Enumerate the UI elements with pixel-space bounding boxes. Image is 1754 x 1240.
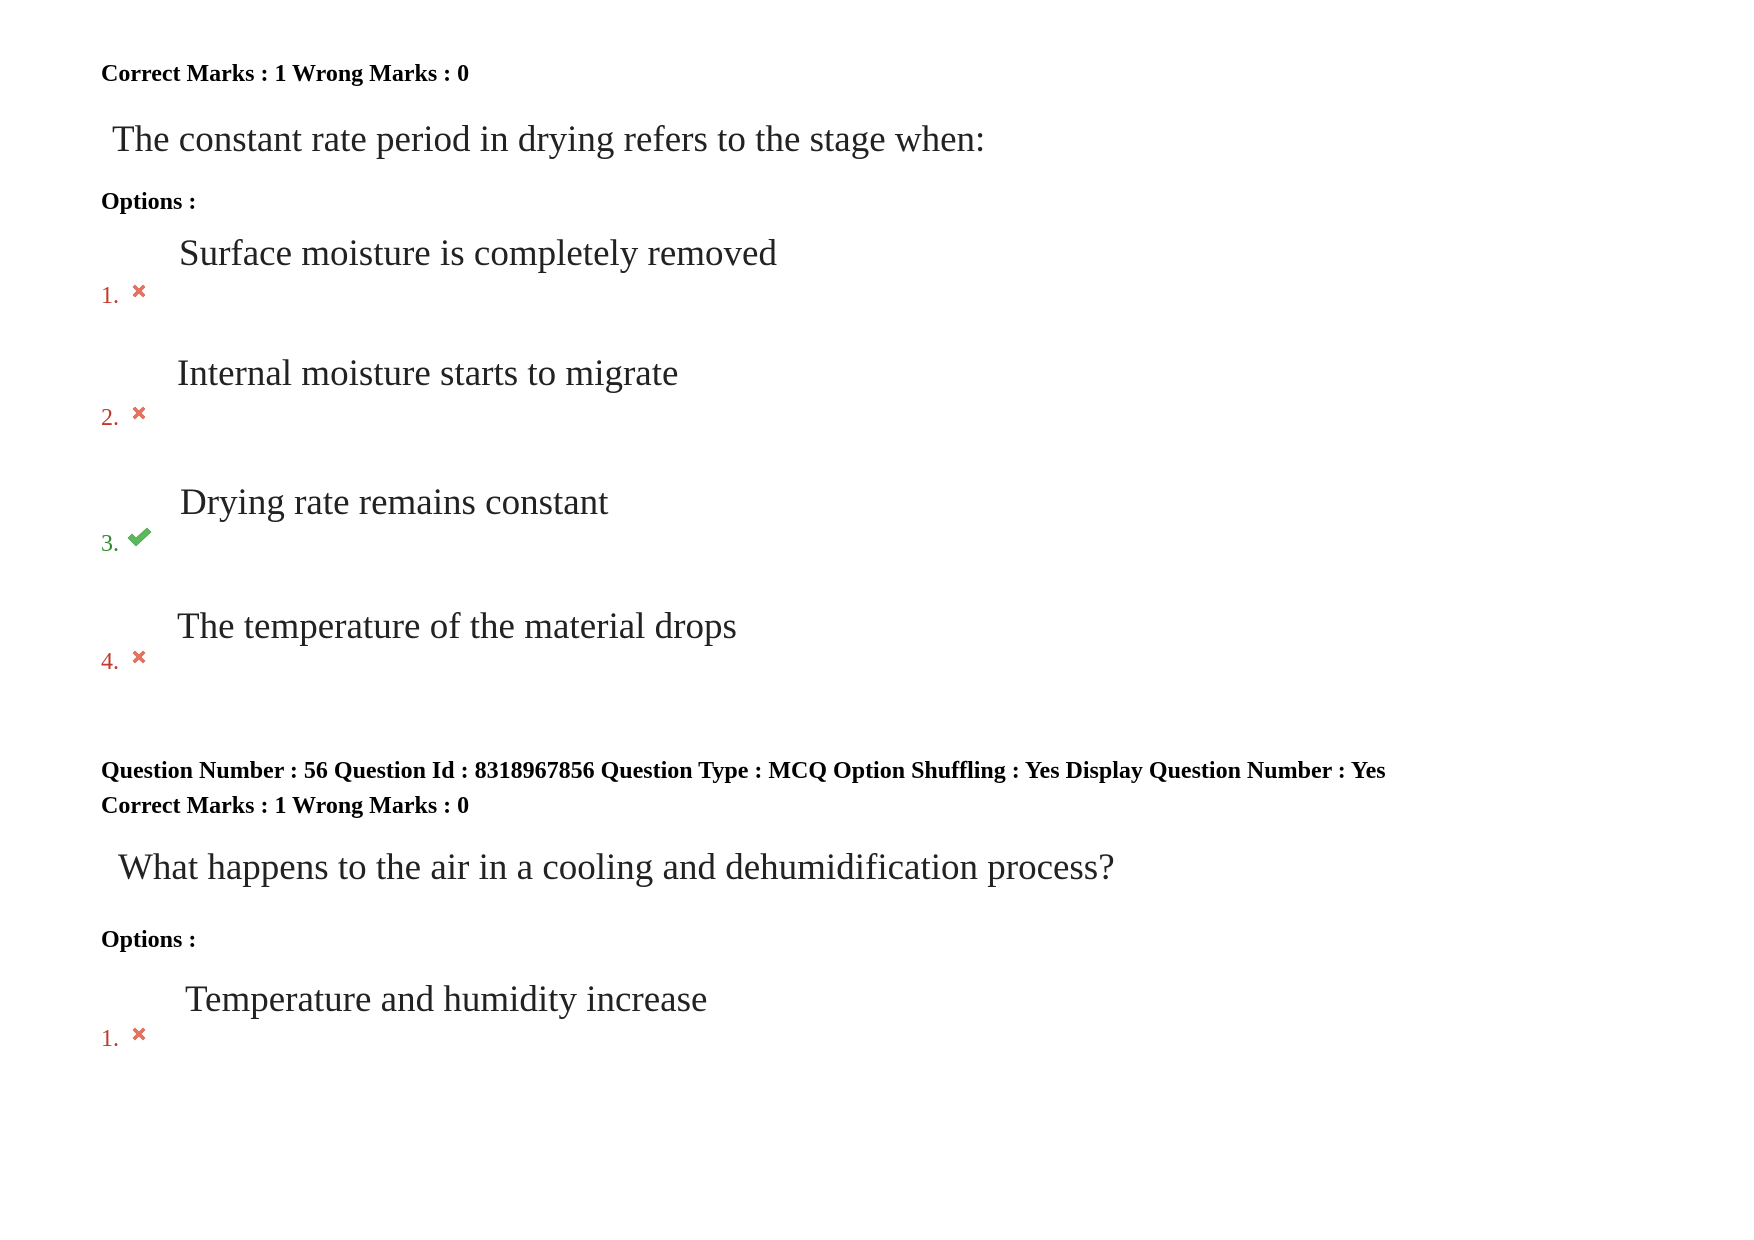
q55-option-4-number: 4.: [101, 649, 119, 675]
q55-option-1-text: Surface moisture is completely removed: [179, 233, 777, 274]
q55-option-3-number: 3.: [101, 531, 119, 557]
check-icon: [126, 526, 152, 548]
cross-icon: [129, 281, 149, 301]
q55-option-4-text: The temperature of the material drops: [177, 606, 737, 647]
q56-option-1-text: Temperature and humidity increase: [185, 979, 708, 1020]
q55-option-1-number: 1.: [101, 283, 119, 309]
cross-icon: [129, 403, 149, 423]
q55-option-3-text: Drying rate remains constant: [180, 482, 609, 523]
q56-options-label: Options :: [101, 927, 197, 953]
q56-header: Question Number : 56 Question Id : 8318967856 Question Type : MCQ Option Shuffling : Yes Display Question Number : Yes: [101, 758, 1386, 784]
q56-marks: Correct Marks : 1 Wrong Marks : 0: [101, 793, 470, 819]
q55-marks: Correct Marks : 1 Wrong Marks : 0: [101, 61, 470, 87]
q55-option-2-text: Internal moisture starts to migrate: [177, 353, 679, 394]
cross-icon: [129, 1024, 149, 1044]
q55-option-2-number: 2.: [101, 405, 119, 431]
q55-question-text: The constant rate period in drying refers to the stage when:: [112, 119, 986, 160]
q56-option-1-number: 1.: [101, 1026, 119, 1052]
q55-options-label: Options :: [101, 189, 197, 215]
cross-icon: [129, 647, 149, 667]
q56-question-text: What happens to the air in a cooling and dehumidification process?: [118, 847, 1115, 888]
